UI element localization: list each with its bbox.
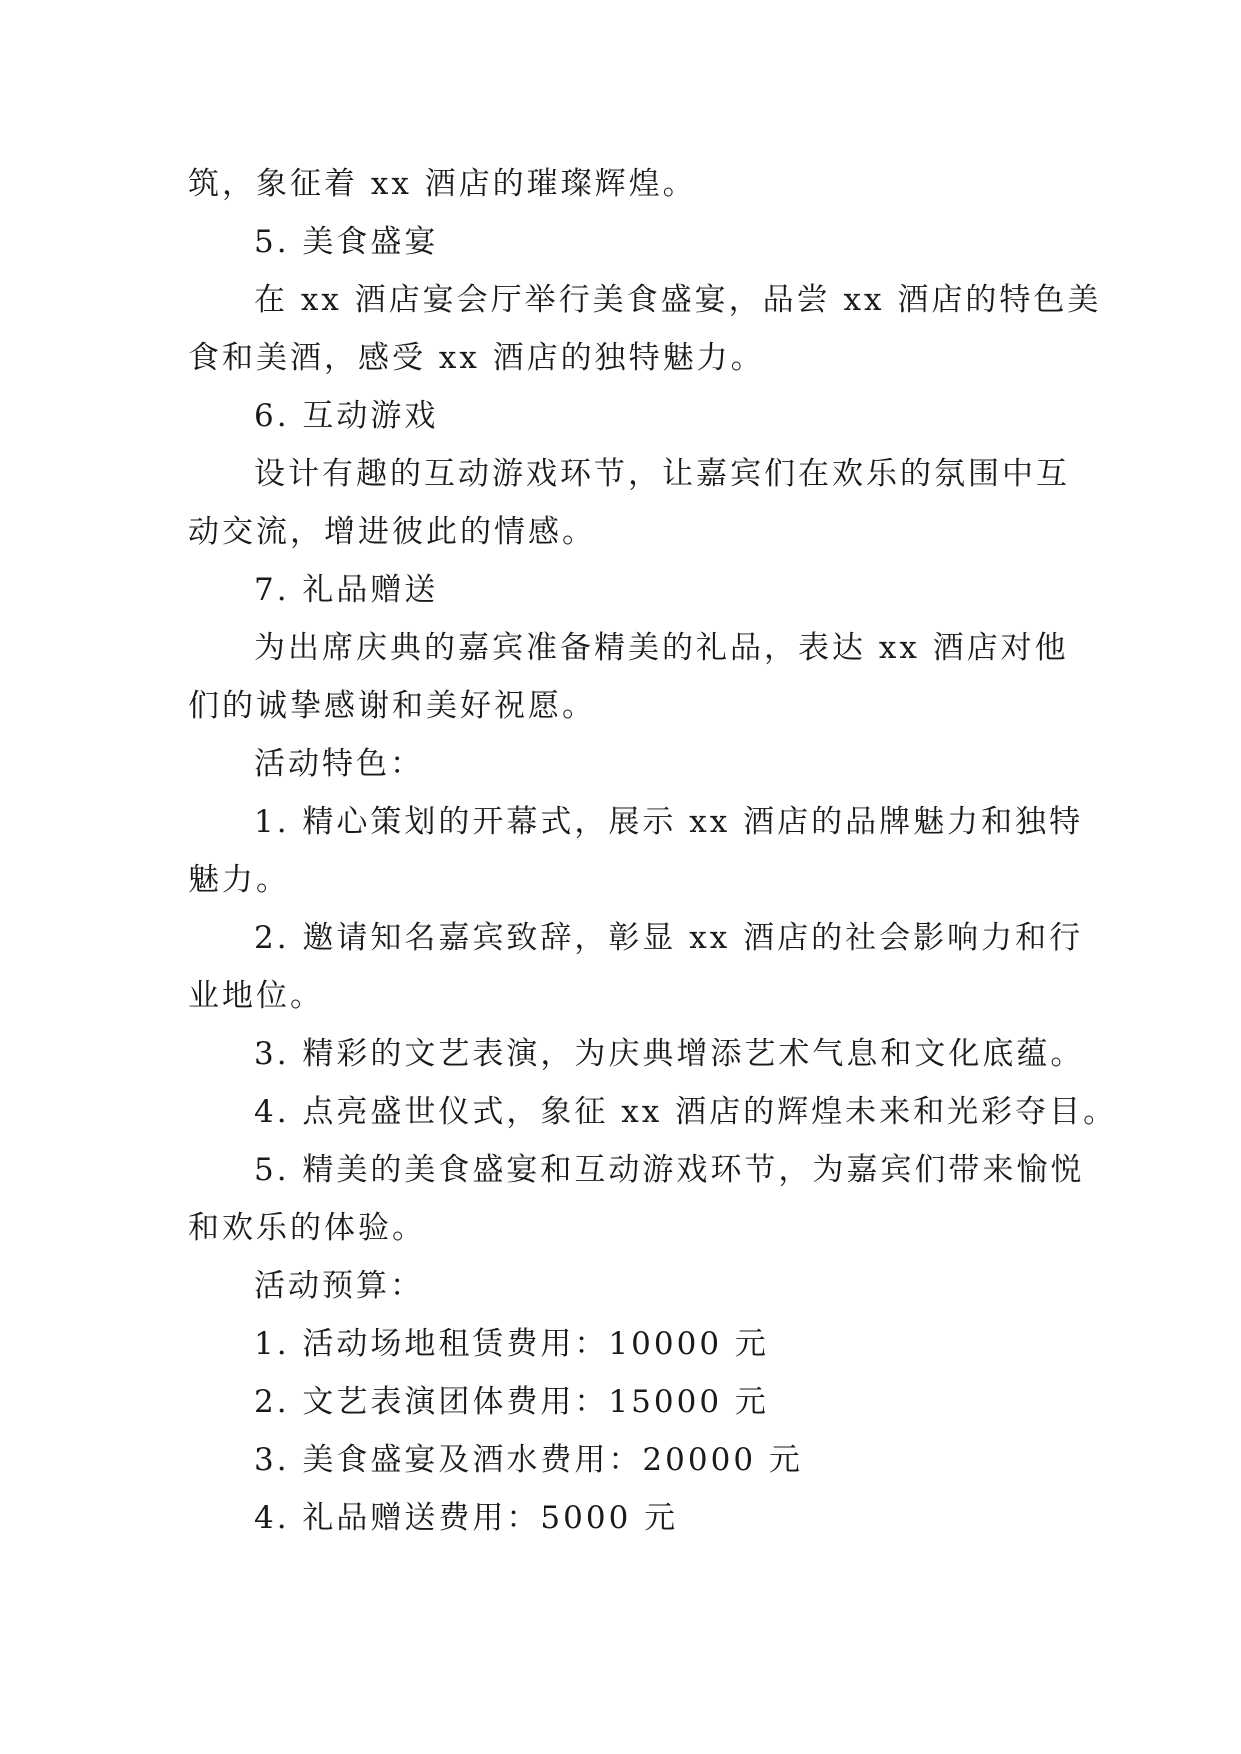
list-item-line: 3. 精彩的文艺表演，为庆典增添艺术气息和文化底蕴。 xyxy=(254,1036,1085,1072)
paragraph-line: 动交流，增进彼此的情感。 xyxy=(188,514,596,550)
list-item-line: 和欢乐的体验。 xyxy=(188,1210,426,1246)
list-item-line: 1. 精心策划的开幕式，展示 xx 酒店的品牌魅力和独特 xyxy=(254,804,1084,840)
section-heading-budget: 活动预算： xyxy=(254,1268,424,1304)
list-item-line: 业地位。 xyxy=(188,978,324,1014)
budget-item: 4. 礼品赠送费用：5000 元 xyxy=(254,1500,679,1536)
list-item-line: 2. 邀请知名嘉宾致辞，彰显 xx 酒店的社会影响力和行 xyxy=(254,920,1084,956)
paragraph-line: 为出席庆典的嘉宾准备精美的礼品，表达 xx 酒店对他 xyxy=(254,630,1069,666)
list-item-line: 5. 精美的美食盛宴和互动游戏环节，为嘉宾们带来愉悦 xyxy=(254,1152,1085,1188)
list-item-line: 魅力。 xyxy=(188,862,290,898)
budget-item: 2. 文艺表演团体费用：15000 元 xyxy=(254,1384,769,1420)
section-heading-interactive-games: 6. 互动游戏 xyxy=(254,398,439,434)
budget-item: 1. 活动场地租赁费用：10000 元 xyxy=(254,1326,769,1362)
list-item-line: 4. 点亮盛世仪式，象征 xx 酒店的辉煌未来和光彩夺目。 xyxy=(254,1094,1118,1130)
paragraph-line: 在 xx 酒店宴会厅举行美食盛宴，品尝 xx 酒店的特色美 xyxy=(254,282,1102,318)
section-heading-features: 活动特色： xyxy=(254,746,424,782)
section-heading-food-banquet: 5. 美食盛宴 xyxy=(254,224,439,260)
section-heading-gifts: 7. 礼品赠送 xyxy=(254,572,439,608)
paragraph-line: 们的诚挚感谢和美好祝愿。 xyxy=(188,688,596,724)
paragraph-continuation-line: 筑，象征着 xx 酒店的璀璨辉煌。 xyxy=(188,166,697,202)
paragraph-line: 设计有趣的互动游戏环节，让嘉宾们在欢乐的氛围中互 xyxy=(254,456,1070,492)
budget-item: 3. 美食盛宴及酒水费用：20000 元 xyxy=(254,1442,803,1478)
paragraph-line: 食和美酒，感受 xx 酒店的独特魅力。 xyxy=(188,340,765,376)
